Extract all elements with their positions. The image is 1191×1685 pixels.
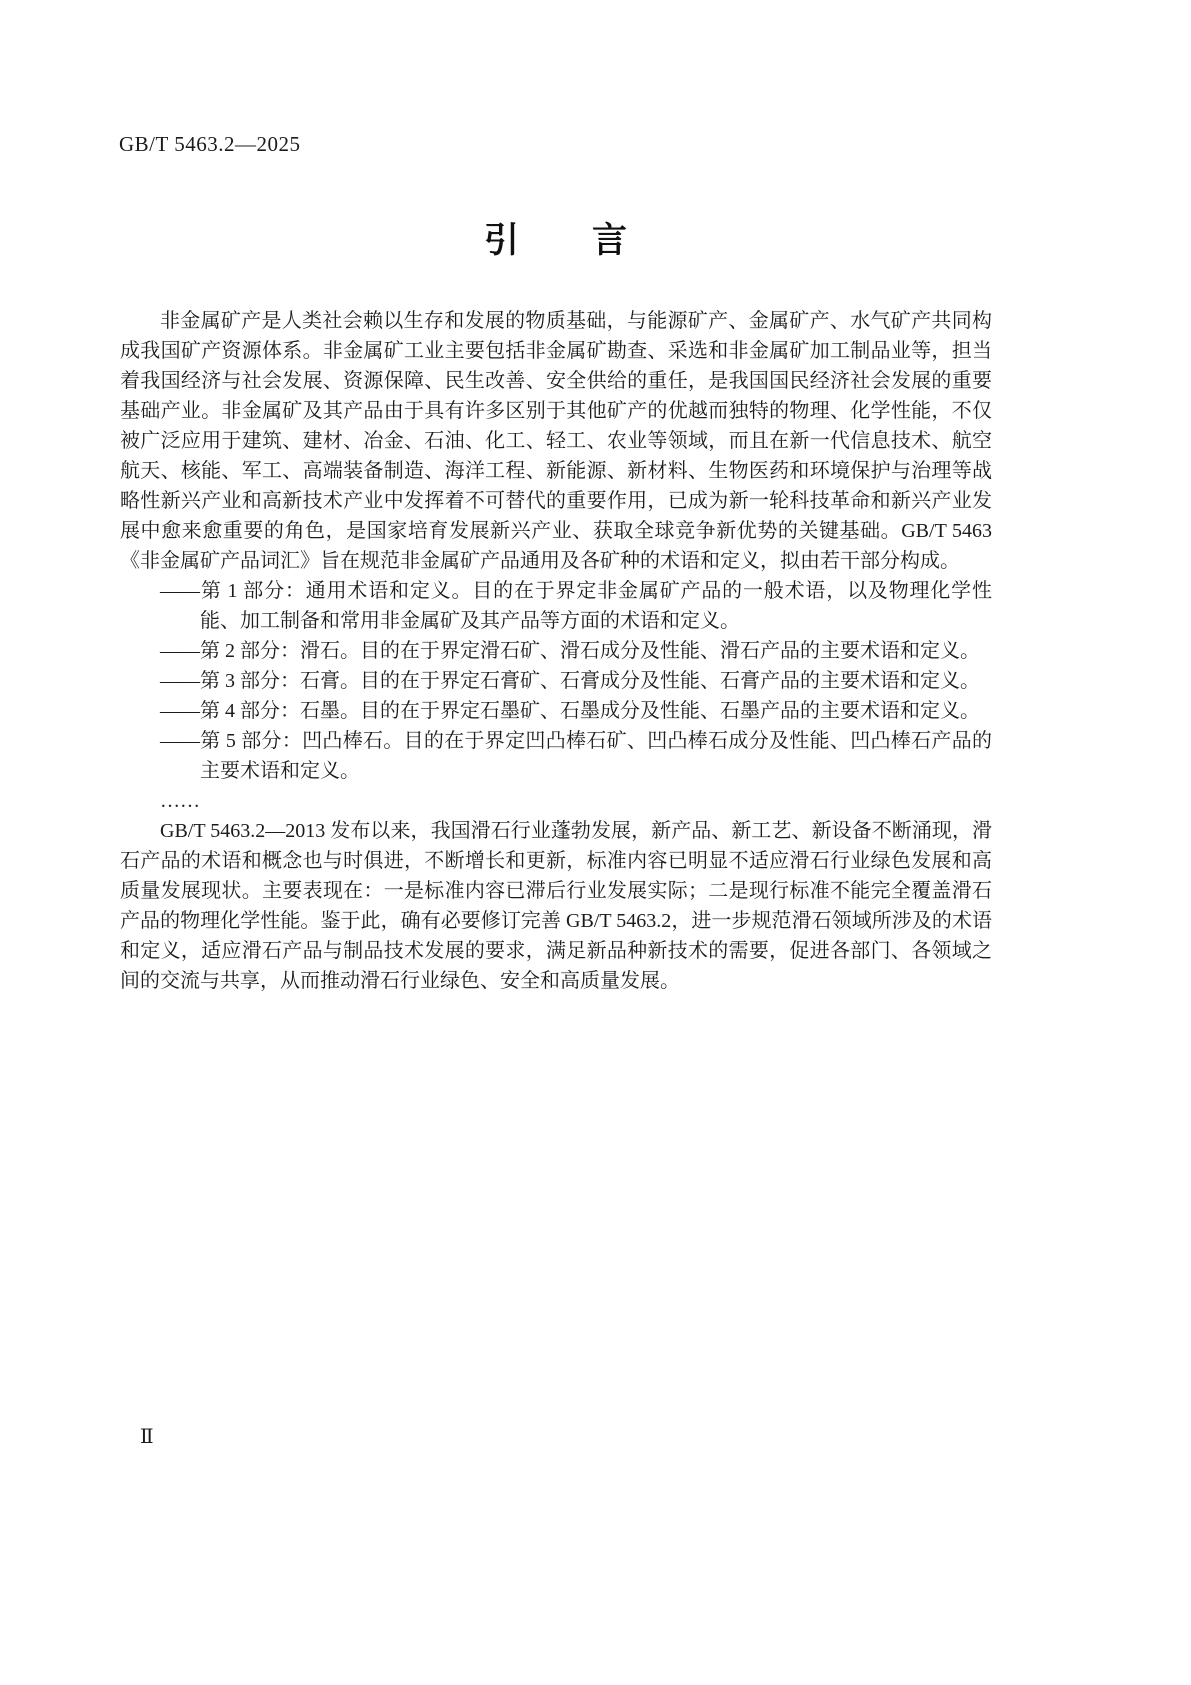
list-item-part2: ——第 2 部分：滑石。目的在于界定滑石矿、滑石成分及性能、滑石产品的主要术语和定义。 [160, 640, 980, 662]
page-title: 引 言 [483, 221, 628, 260]
page-number: Ⅱ [140, 1426, 154, 1448]
list-item-part3: ——第 3 部分：石膏。目的在于界定石膏矿、石膏成分及性能、石膏产品的主要术语和定义。 [160, 670, 980, 692]
list-item-part1: ——第 1 部分：通用术语和定义。目的在于界定非金属矿产品的一般术语，以及物理化学性能、加工制备和常用非金属矿及其产品等方面的术语和定义。 [160, 580, 992, 632]
standard-number: GB/T 5463.2—2025 [119, 132, 301, 156]
document-body [120, 306, 992, 996]
list-item-part4: ——第 4 部分：石墨。目的在于界定石墨矿、石墨成分及性能、石墨产品的主要术语和定义。 [160, 700, 980, 722]
list-item-part5: ——第 5 部分：凹凸棒石。目的在于界定凹凸棒石矿、凹凸棒石成分及性能、凹凸棒石产品的主要术语和定义。 [160, 730, 992, 782]
ellipsis-line: …… [160, 790, 200, 812]
paragraph-revision: GB/T 5463.2—2013 发布以来，我国滑石行业蓬勃发展，新产品、新工艺、新设备不断涌现，滑石产品的术语和概念也与时俱进，不断增长和更新，标准内容已明显不适应滑石行业绿色发展和高质量发展现状。主要表现在：一是标准内容已滞后行业发展实际；二是现行标准不能完全覆盖滑石产品的物理化学性能。鉴于此，确有必要修订完善 GB/T 5463.2，进一步规范滑石领域所涉及的术语和定义，适应滑石产品与制品技术发展的要求，满足新品种新技术的需要，促进各部门、各领域之间的交流与共享，从而推动滑石行业绿色、安全和高质量发展。 [120, 820, 992, 992]
paragraph-intro: 非金属矿产是人类社会赖以生存和发展的物质基础，与能源矿产、金属矿产、水气矿产共同构成我国矿产资源体系。非金属矿工业主要包括非金属矿勘查、采选和非金属矿加工制品业等，担当着我国经济与社会发展、资源保障、民生改善、安全供给的重任，是我国国民经济社会发展的重要基础产业。非金属矿及其产品由于具有许多区别于其他矿产的优越而独特的物理、化学性能，不仅被广泛应用于建筑、建材、冶金、石油、化工、轻工、农业等领域，而且在新一代信息技术、航空航天、核能、军工、高端装备制造、海洋工程、新能源、新材料、生物医药和环境保护与治理等战略性新兴产业和高新技术产业中发挥着不可替代的重要作用，已成为新一轮科技革命和新兴产业发展中愈来愈重要的角色，是国家培育发展新兴产业、获取全球竞争新优势的关键基础。GB/T 5463《非金属矿产品词汇》旨在规范非金属矿产品通用及各矿种的术语和定义，拟由若干部分构成。 [120, 310, 992, 572]
